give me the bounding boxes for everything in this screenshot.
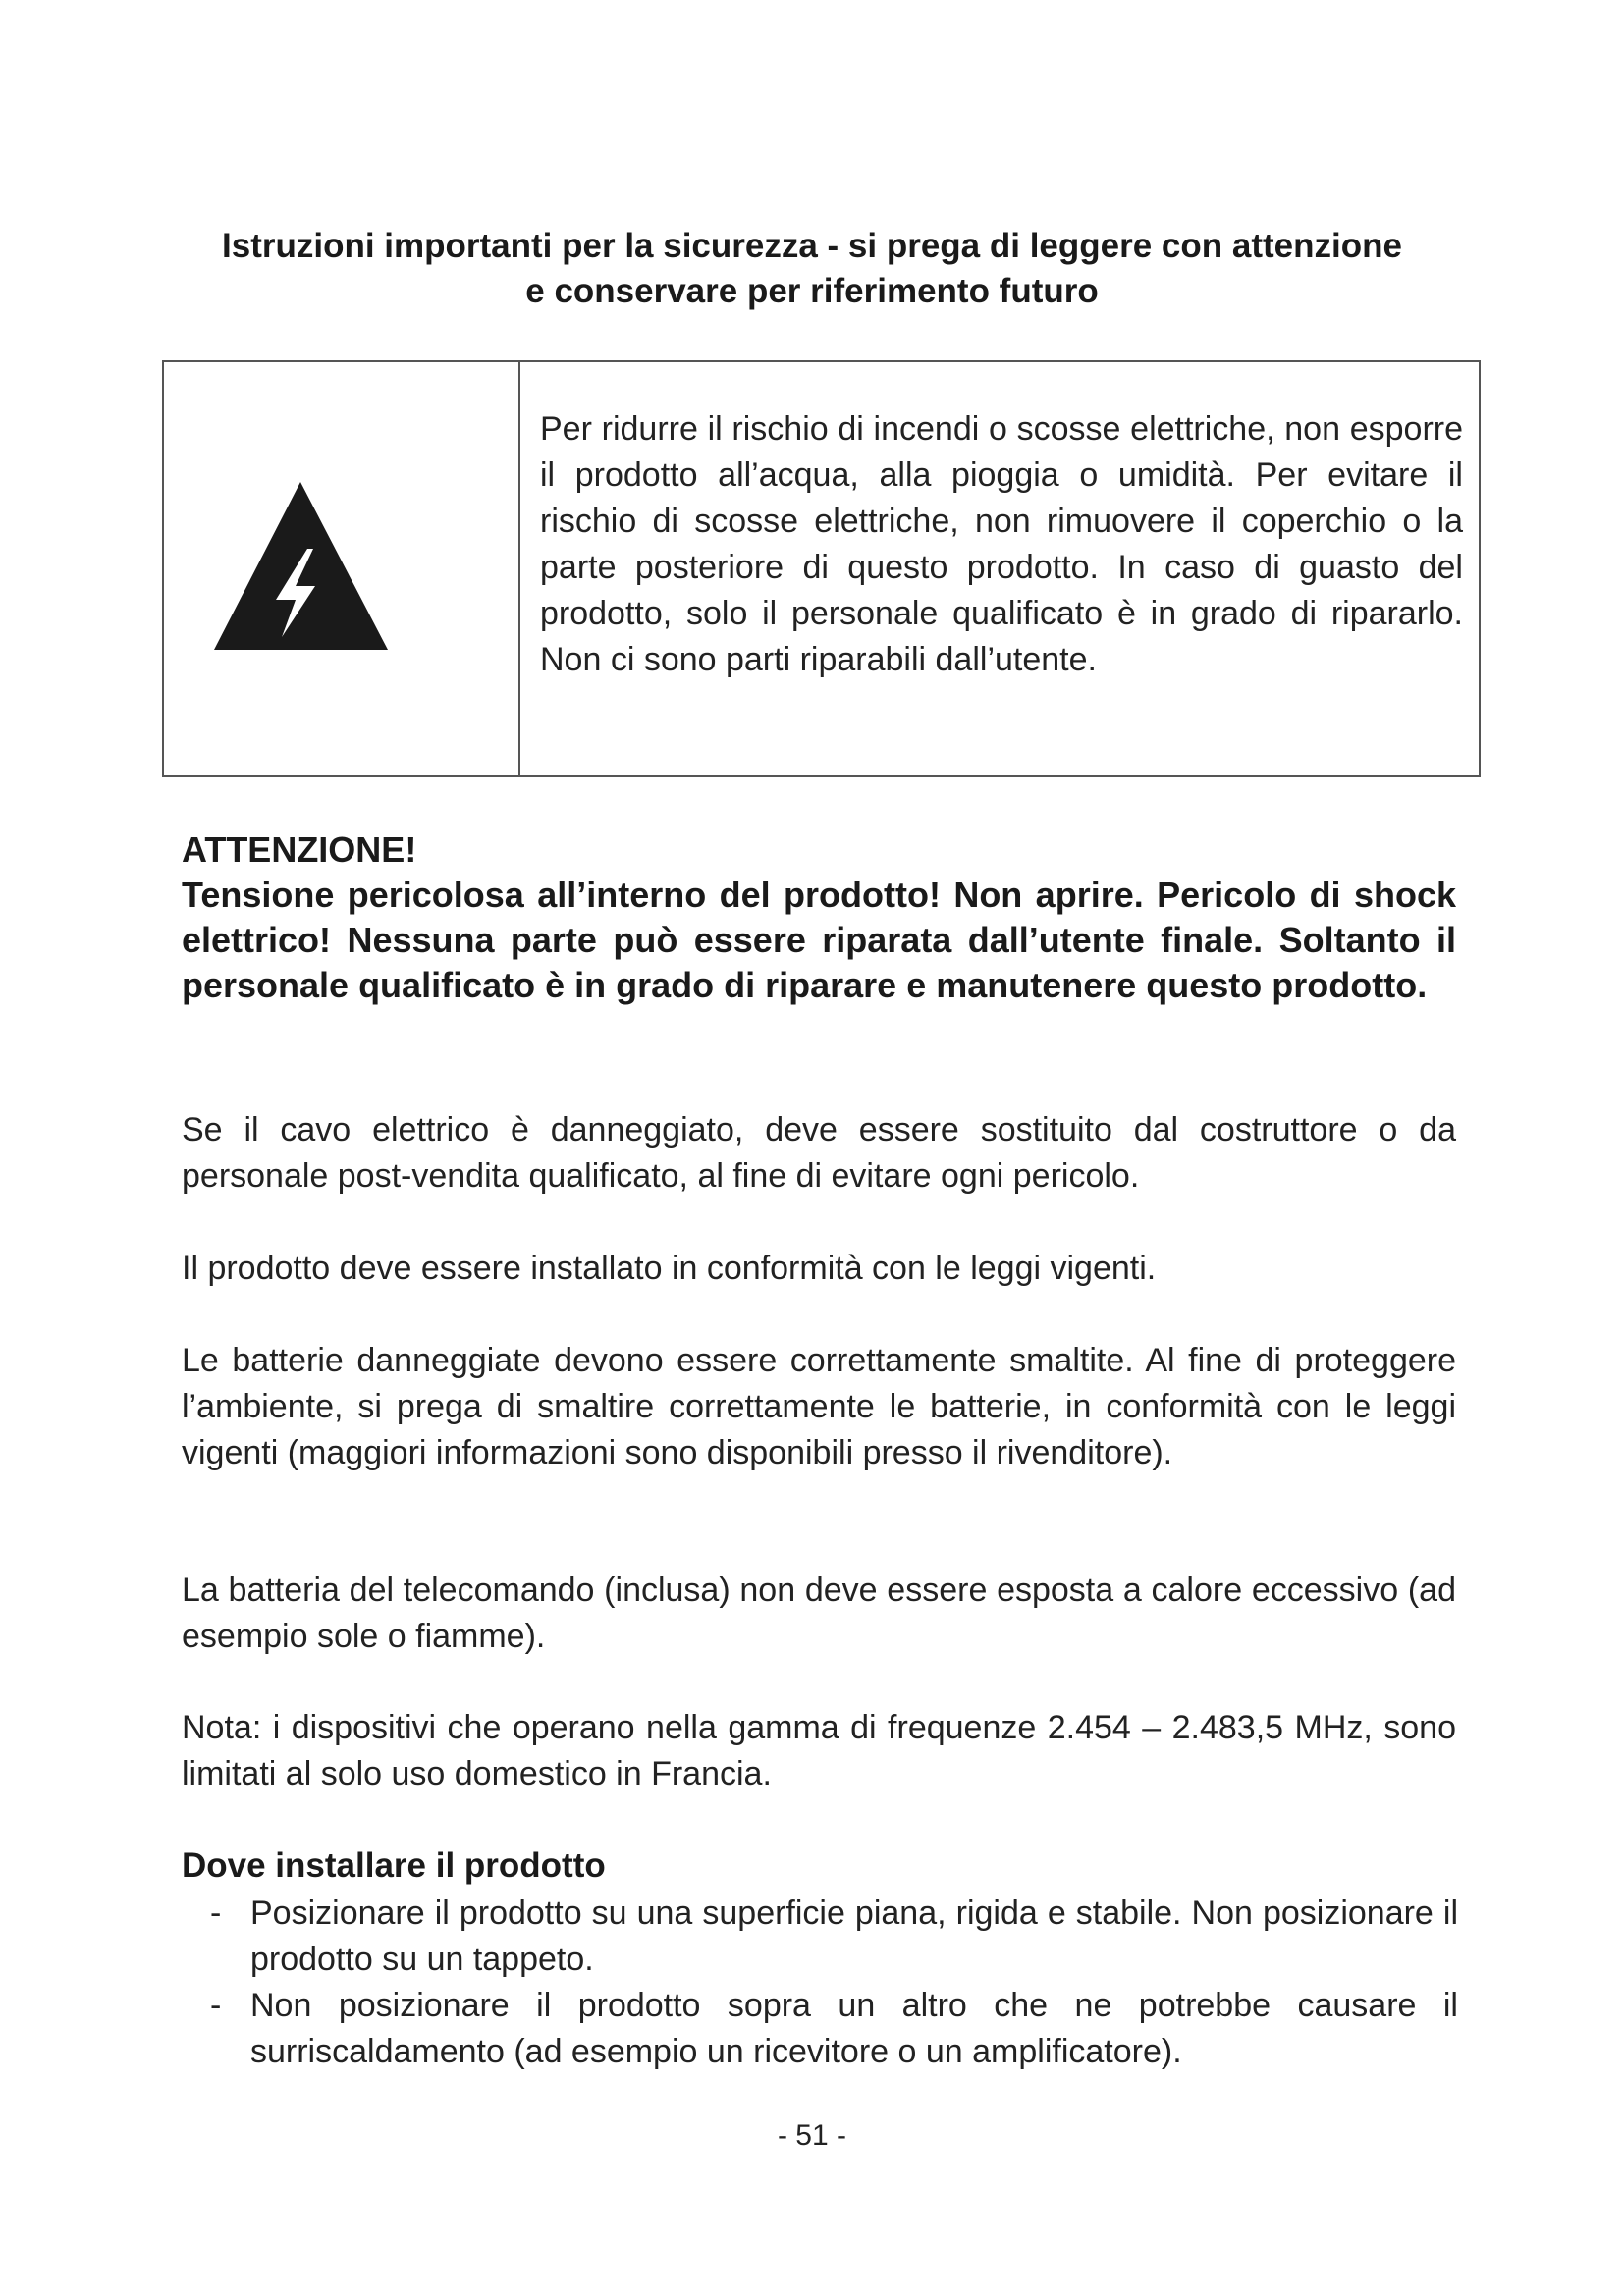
remote-battery-paragraph: La batteria del telecomando (inclusa) non deve essere esposta a calore eccessivo (ad esempio sole o fiamme). [182,1572,1456,1655]
page-number: - 51 - [777,2119,847,2152]
list-item-text: Non posizionare il prodotto sopra un altro che ne potrebbe causare il surriscaldamento (ad esempio un ricevitore o un amplificatore). [250,1987,1458,2070]
list-item [206,1891,1458,1983]
list-item [206,1983,1458,2075]
page-title-line-1: Istruzioni importanti per la sicurezza - si prega di leggere con attenzione [222,227,1402,265]
attention-body: Tensione pericolosa all’interno del prodotto! Non aprire. Pericolo di shock elettrico! Nessuna parte può essere riparata dall’utente finale. Soltanto il personale qualificato è in grado di riparare e manutenere questo prodotto. [182,875,1456,1005]
install-section-heading: Dove installare il prodotto [182,1846,606,1885]
batteries-paragraph: Le batterie danneggiate devono essere correttamente smaltite. Al fine di proteggere l’ambiente, si prega di smaltire correttamente le batterie, in conformità con le leggi vigenti (maggiori informazioni sono disponibili presso il rivenditore). [182,1342,1456,1471]
install-bullet-list [206,1891,1458,2075]
page-title [147,224,1477,314]
attention-heading: ATTENZIONE! [182,829,417,870]
warning-text: Per ridurre il rischio di incendi o scosse elettriche, non esporre il prodotto all’acqua, alla pioggia o umidità. Per evitare il rischio di scosse elettriche, non rimuovere il coperchio o la parte posteriore di questo prodotto. In caso di guasto del prodotto, solo il personale qualificato è in grado di ripararlo. Non ci sono parti riparabili dall’utente. [540,410,1463,678]
bullet-dash: - [210,1895,222,1932]
safety-warning-box [162,360,1481,777]
electric-shock-warning-icon [211,478,391,653]
bullet-dash: - [210,1987,222,2024]
installation-law-paragraph: Il prodotto deve essere installato in conformità con le leggi vigenti. [182,1250,1157,1287]
list-item-text: Posizionare il prodotto su una superficie piana, rigida e stabile. Non posizionare il prodotto su un tappeto. [250,1895,1458,1978]
power-cord-paragraph: Se il cavo elettrico è danneggiato, deve essere sostituito dal costruttore o da personale post-vendita qualificato, al fine di evitare ogni pericolo. [182,1111,1456,1195]
frequency-note-paragraph: Nota: i dispositivi che operano nella gamma di frequenze 2.454 – 2.483,5 MHz, sono limitati al solo uso domestico in Francia. [182,1709,1456,1792]
warning-box-divider [518,362,520,775]
page-title-line-2: e conservare per riferimento futuro [525,272,1099,310]
